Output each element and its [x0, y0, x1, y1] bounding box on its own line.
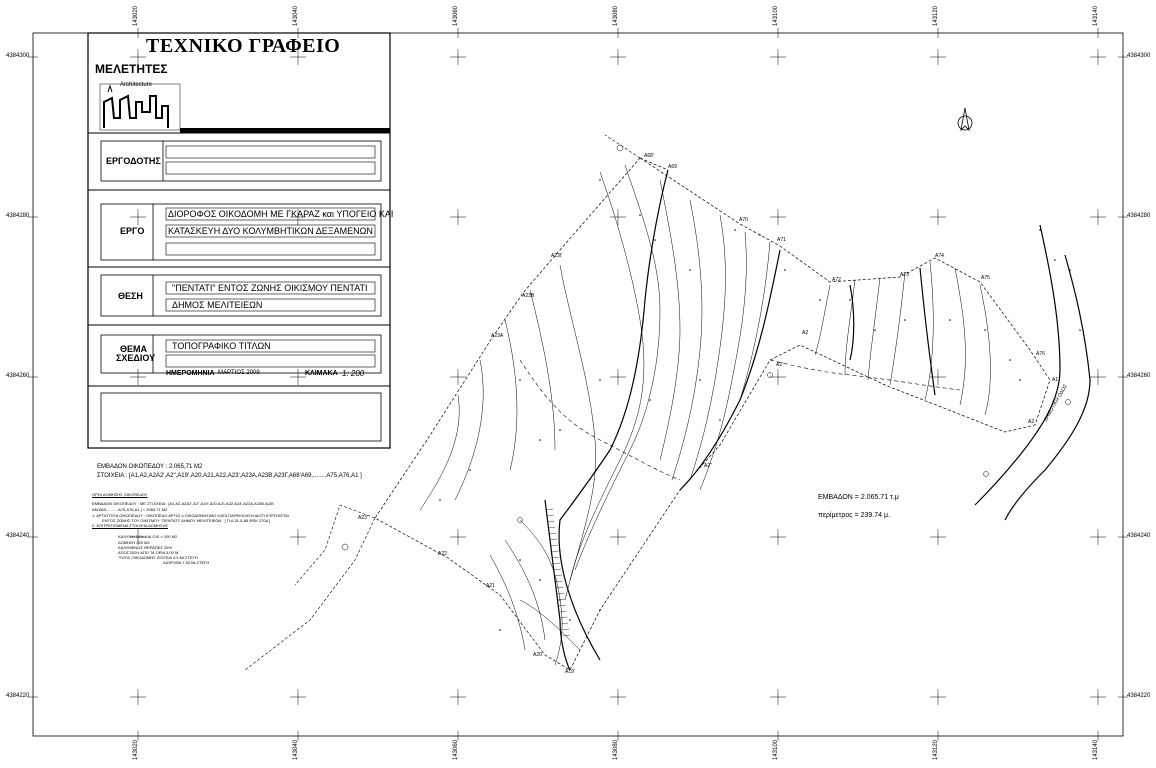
grid-x-label-bottom: 143060	[453, 739, 460, 761]
grid-y-label-right: 4384260	[1127, 373, 1151, 379]
scarp-hatching	[546, 509, 570, 636]
grid-y-label-left: 4384300	[6, 53, 30, 59]
terms-line-3: 1. ΑΡΤΙΟΤΗΤΑ ΟΙΚΟΠΕΔΟΥ : ΟΙΚΟΠΕΔΟ ΑΡΤΙΟ ο ΟΙΚΟΔΟΜΗΣΙΜΟ ΚΑΤΑ ΠΑΡΕΚΚΛΙΣΗ ΔΙΟΤΙ ΕΥΡΙΣΚΕΤΑΙ	[92, 513, 289, 518]
terms-line-11: ΔΙΟΡΟΦΑ 7,50 Μι ΣΤΕΓΗ	[163, 560, 210, 565]
point-label-a73: Α73	[900, 272, 909, 278]
grid-x-label-bottom: 143080	[613, 739, 620, 761]
subject-label-1: ΘΕΜΑ	[120, 344, 147, 354]
terms-line-2: ΑΜ'Α69,..........Α75,Α76,Α1 ] = 2065,71 Μ2	[92, 507, 168, 512]
point-label-a69: Α69	[668, 164, 677, 170]
point-label-a2-2: Α2	[802, 330, 809, 336]
point-label-a23b: Α23Β	[522, 293, 535, 299]
grid-y-label-left: 4384260	[6, 373, 30, 379]
points-note: ΣΤΟΙΧΕΙΑ : [Α1,Α2,Α2Α2',Α2",Α19',Α20,Α21,Α22,Α23',Α23Α,Α23Β,Α23Γ,Α68'Α69,........Α75,Α76,Α1 ]	[97, 473, 362, 479]
point-label-a76: Α76	[1036, 351, 1045, 357]
point-label-a2-prime: Α2'	[776, 362, 784, 368]
point-label-a23: Α23'	[358, 515, 368, 521]
project-label: ΕΡΓΟ	[120, 226, 145, 236]
grid-crosses	[130, 49, 1106, 705]
elevation-points	[439, 179, 1081, 631]
point-label-a70: Α70	[739, 217, 748, 223]
date-label: ΗΜΕΡΟΜΗΝΙΑ	[166, 370, 215, 377]
area-summary: ΕΜΒΑΔΟΝ = 2.065.71 τ.μ	[818, 494, 899, 501]
drawing-frame	[33, 33, 1123, 736]
grid-y-label-left: 4384240	[6, 533, 30, 539]
terms-line-7: ΔΟΜΗΣΗ 200 Μ2	[118, 540, 150, 545]
grid-y-label-right: 4384280	[1127, 213, 1151, 219]
terms-line-9: ΑΠΟΣΤΑΣΗ ΑΠΟ ΤΑ ΟΡΙΑ 5,00 Μ	[118, 550, 179, 555]
grid-x-label-bottom: 143020	[133, 739, 140, 761]
grid-x-label-top: 143020	[133, 5, 140, 27]
terms-line-4: ΕΝΤΟΣ ΖΩΝΗΣ ΤΟΥ ΟΙΚΙΣΜΟΥ "ΠΕΝΤΑΤΙ" ΔΗΜΟΥ ΜΕΛΙΤΕΙΕΩΝ . [ Π.Δ 31-5-85 ΦΕΚ 270Δ ]	[102, 518, 271, 523]
plot-area-note: ΕΜΒΑΔΟΝ ΟΙΚΟΠΕΔΟΥ : 2.065,71 Μ2	[97, 464, 203, 470]
logo-text: Architecture	[120, 82, 153, 88]
point-label-a74: Α74	[935, 253, 944, 259]
grid-x-label-top: 143060	[453, 5, 460, 27]
point-label-a23g: Α23Γ	[551, 253, 563, 259]
scale-value: 1: 200	[342, 369, 365, 378]
road-label: ΔΗΜΟΤΙΚΗ ΟΔΟΣ	[1042, 383, 1069, 423]
terms-line-5: 2. ΕΠΙΤΡΕΠΟΜΕΝΑ ΣΤΟΙΧΕΙΑ ΔΟΜΗΣΗΣ	[92, 523, 168, 528]
survey-markers	[342, 145, 1071, 550]
office-title: ΤΕΧΝΙΚΟ ΓΡΑΦΕΙΟ	[146, 35, 341, 57]
grid-x-label-top: 143080	[613, 5, 620, 27]
contour-lines	[420, 165, 990, 665]
grid-ticks	[28, 28, 1128, 741]
scale-label: ΚΛΙΜΑΚΑ	[305, 370, 338, 377]
subject-label-2: ΣΧΕΔΙΟΥ	[116, 353, 156, 363]
terms-line-8: ΚΑΛΥΜΕΝΟΣ ΘΕΡΑΠΕΣ 20%	[118, 545, 172, 550]
grid-x-label-top: 143120	[933, 5, 940, 27]
perimeter-summary: περίμετρος = 239.74 μ.	[818, 512, 890, 519]
point-label-a75: Α75	[981, 275, 990, 281]
grid-x-label-top: 143100	[773, 5, 780, 27]
grid-x-label-top: 143140	[1093, 5, 1100, 27]
point-label-a19: Α19'	[565, 669, 575, 675]
point-label-a68: Α68'	[644, 153, 654, 159]
grid-x-label-bottom: 143040	[293, 739, 300, 761]
point-label-a1: Α1	[1052, 377, 1059, 383]
grid-x-label-bottom: 143140	[1093, 739, 1100, 761]
terms-heading: ΟΡΟΙ ΔΟΜΗΣΗΣ ΟΙΚΟΠΕΔΟΥ	[92, 492, 148, 497]
point-label-a21: Α21	[486, 583, 495, 589]
point-label-a72: Α72	[832, 277, 841, 283]
internal-dashed-line	[520, 360, 960, 480]
grid-y-label-right: 4384220	[1127, 693, 1151, 699]
property-boundary	[375, 158, 1050, 670]
date-value: ΜΑΡΤΙΟΣ 2009	[218, 370, 260, 376]
grid-y-label-right: 4384240	[1127, 533, 1151, 539]
office-logo-graphic	[100, 84, 180, 130]
point-label-a23a: Α23Α	[491, 333, 504, 339]
project-line-2: ΚΑΤΑΣΚΕΥΗ ΔΥΟ ΚΟΛΥΜΒΗΤΙΚΩΝ ΔΕΞΑΜΕΝΩΝ	[168, 226, 373, 236]
terms-line-6: ΚΑΛΥΨΗ 10% ΚΑΙ ΟΧΙ > 200 Μ2	[118, 534, 178, 539]
grid-y-label-right: 4384300	[1127, 53, 1151, 59]
grid-x-label-bottom: 143100	[773, 739, 780, 761]
point-label-a2: Α2	[1028, 419, 1035, 425]
point-label-a2-dprime: Α2"	[704, 463, 712, 469]
title-block	[88, 33, 390, 448]
terms-line-1: ΕΜΒΑΔΟΝ ΟΙΚΟΠΕΔΟΥ : ΜΕ ΣΤΟΙΧΕΙΑ : [Α1,Α2,Α2Α2',Α2",Α19',Α20,Α21,Α22,Α23',Α23Α,Α23Β,Α23Γ,	[92, 501, 276, 506]
point-label-a20: Α20	[533, 652, 542, 658]
grid-x-label-bottom: 143120	[933, 739, 940, 761]
grid-y-label-left: 4384280	[6, 213, 30, 219]
terrain-breaklines	[545, 170, 1090, 670]
location-line-2: ΔΗΜΟΣ ΜΕΛΙΤΕΙΕΩΝ	[172, 300, 263, 310]
grid-x-label-top: 143040	[293, 5, 300, 27]
terms-line-10: ΎΨΟΣ ΟΙΚΟΔΟΜΗΣ ΙΣΟΓΕΙΑ 4.5 Μι ΣΤΕΓΗ	[118, 555, 198, 560]
location-line-1: "ΠΕΝΤΑΤΙ" ΕΝΤΟΣ ΖΩΝΗΣ ΟΙΚΙΣΜΟΥ ΠΕΝΤΑΤΙ	[172, 283, 368, 293]
project-line-1: ΔΙΟΡΟΦΟΣ ΟΙΚΟΔΟΜΗ ΜΕ ΓΚΑΡΑΖ και ΥΠΟΓΕΙΟ ΚΑΙ	[168, 209, 394, 219]
grid-y-label-left: 4384220	[6, 693, 30, 699]
subject-value: ΤΟΠΟΓΡΑΦΙΚΟ ΤΙΤΛΩΝ	[172, 341, 271, 351]
location-label: ΘΕΣΗ	[118, 291, 143, 301]
designers-label: ΜΕΛΕΤΗΤΕΣ	[95, 62, 168, 76]
north-arrow-icon	[958, 108, 972, 130]
point-label-a22: Α22	[438, 551, 447, 557]
point-label-a71: Α71	[777, 237, 786, 243]
employer-label: ΕΡΓΟΔΟΤΗΣ	[106, 156, 161, 166]
